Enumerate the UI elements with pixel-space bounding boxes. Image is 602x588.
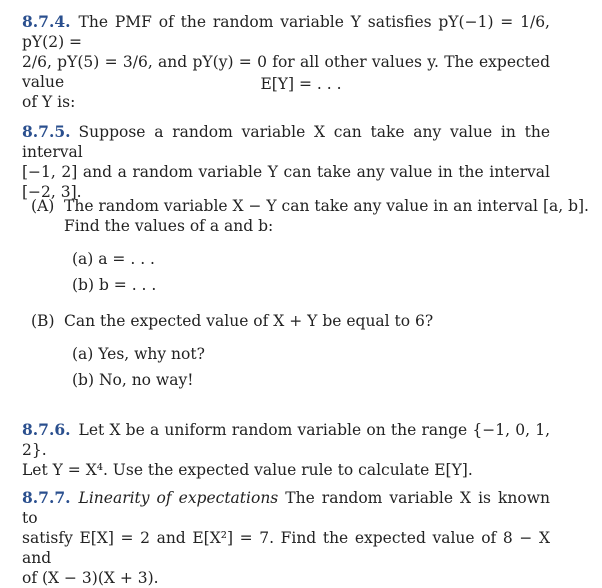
problem-8-7-5 [22,122,550,202]
option-a: (a) Yes, why not? [72,345,205,363]
problem-text-line: satisfy E[X] = 2 and E[X²] = 7. Find the expected value of 8 − X and [22,529,550,567]
problem-text-line: 2/6, pY(5) = 3/6, and pY(y) = 0 for all other values y. The expected value [22,53,550,91]
problem-text-line: The random variable X is known to [22,489,550,527]
problem-number: 8.7.4. [22,12,71,31]
expected-value-formula: E[Y] = . . . [260,75,342,93]
problem-title: Linearity of expectations [78,489,279,507]
part-label: (A) [31,197,55,215]
problem-8-7-7 [22,488,550,588]
problem-text-line: Let X be a uniform random variable on the range {−1, 0, 1, 2}. [22,421,550,459]
option-b: (b) No, no way! [72,371,194,389]
problem-text-line: of Y is: [22,93,76,111]
problem-8-7-4 [22,12,550,112]
option-a: (a) a = . . . [72,250,155,268]
option-b: (b) b = . . . [72,276,157,294]
problem-text-line: of (X − 3)(X + 3). [22,569,159,587]
part-text-line: Find the values of a and b: [64,217,274,235]
problem-number: 8.7.5. [22,122,71,141]
problem-number: 8.7.7. [22,488,71,507]
problem-text-line: Suppose a random variable X can take any value in the interval [22,123,550,161]
problem-text-line: Let Y = X⁴. Use the expected value rule to calculate E[Y]. [22,461,473,479]
problem-text-line: [−1, 2] and a random variable Y can take any value in the interval [−2, 3]. [22,163,550,201]
part-text-line: The random variable X − Y can take any value in an interval [a, b]. [64,197,589,215]
part-a [31,196,589,216]
problem-8-7-6 [22,420,550,480]
part-label: (B) [31,312,55,330]
part-text-line: Can the expected value of X + Y be equal to 6? [64,312,434,330]
problem-text-line: The PMF of the random variable Y satisfies pY(−1) = 1/6, pY(2) = [22,13,550,51]
part-b [31,311,433,331]
problem-number: 8.7.6. [22,420,71,439]
